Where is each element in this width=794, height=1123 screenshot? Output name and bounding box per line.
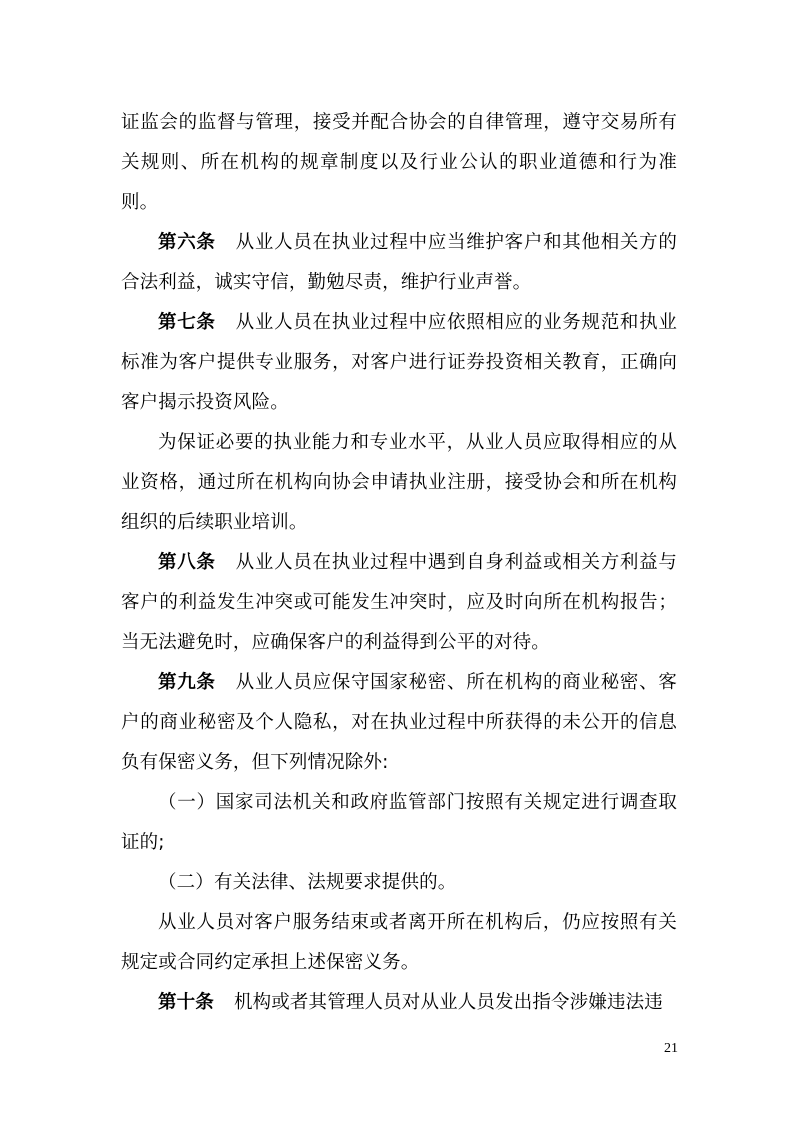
article-7-paragraph	[121, 303, 677, 423]
article-8-paragraph	[121, 543, 677, 663]
paragraph-text: 从业人员在执业过程中应当维护客户和其他相关方的合法利益，诚实守信，勤勉尽责，维护行业声誉。	[121, 232, 678, 293]
article-number: 第九条	[158, 672, 216, 693]
article-number: 第六条	[158, 232, 216, 253]
paragraph-text: 机构或者其管理人员对从业人员发出指令涉嫌违法违	[233, 992, 663, 1013]
list-item-text: （二）有关法律、法规要求提供的。	[158, 872, 457, 893]
paragraph-text: 为保证必要的执业能力和专业水平，从业人员应取得相应的从业资格，通过所在机构向协会申请执业注册，接受协会和所在机构组织的后续职业培训。	[121, 432, 677, 533]
list-item-text: （一）国家司法机关和政府监管部门按照有关规定进行调查取证的;	[121, 792, 677, 853]
article-7-second-paragraph	[121, 423, 677, 543]
paragraph-text: 从业人员对客户服务结束或者离开所在机构后，仍应按照有关规定或合同约定承担上述保密义务。	[121, 912, 677, 973]
paragraph-text: 证监会的监督与管理，接受并配合协会的自律管理，遵守交易所有关规则、所在机构的规章制度以及行业公认的职业道德和行为准则。	[121, 112, 677, 213]
list-item-1	[121, 783, 677, 863]
paragraph-continuation	[121, 103, 677, 223]
paragraph-text: 从业人员在执业过程中应依照相应的业务规范和执业标准为客户提供专业服务，对客户进行证券投资相关教育，正确向客户揭示投资风险。	[121, 312, 678, 413]
article-6-paragraph	[121, 223, 677, 303]
article-9-second-paragraph	[121, 903, 677, 983]
article-number: 第八条	[158, 552, 216, 573]
article-10-paragraph	[121, 983, 677, 1023]
article-number: 第七条	[158, 312, 216, 333]
paragraph-text: 从业人员应保守国家秘密、所在机构的商业秘密、客户的商业秘密及个人隐私，对在执业过程中所获得的未公开的信息负有保密义务，但下列情况除外:	[121, 672, 678, 773]
document-body	[121, 103, 677, 1023]
page-number: 21	[664, 1041, 678, 1056]
article-9-paragraph	[121, 663, 677, 783]
article-number: 第十条	[158, 992, 214, 1013]
paragraph-text: 从业人员在执业过程中遇到自身利益或相关方利益与客户的利益发生冲突或可能发生冲突时，应及时向所在机构报告；当无法避免时，应确保客户的利益得到公平的对待。	[121, 552, 678, 653]
list-item-2	[121, 863, 677, 903]
